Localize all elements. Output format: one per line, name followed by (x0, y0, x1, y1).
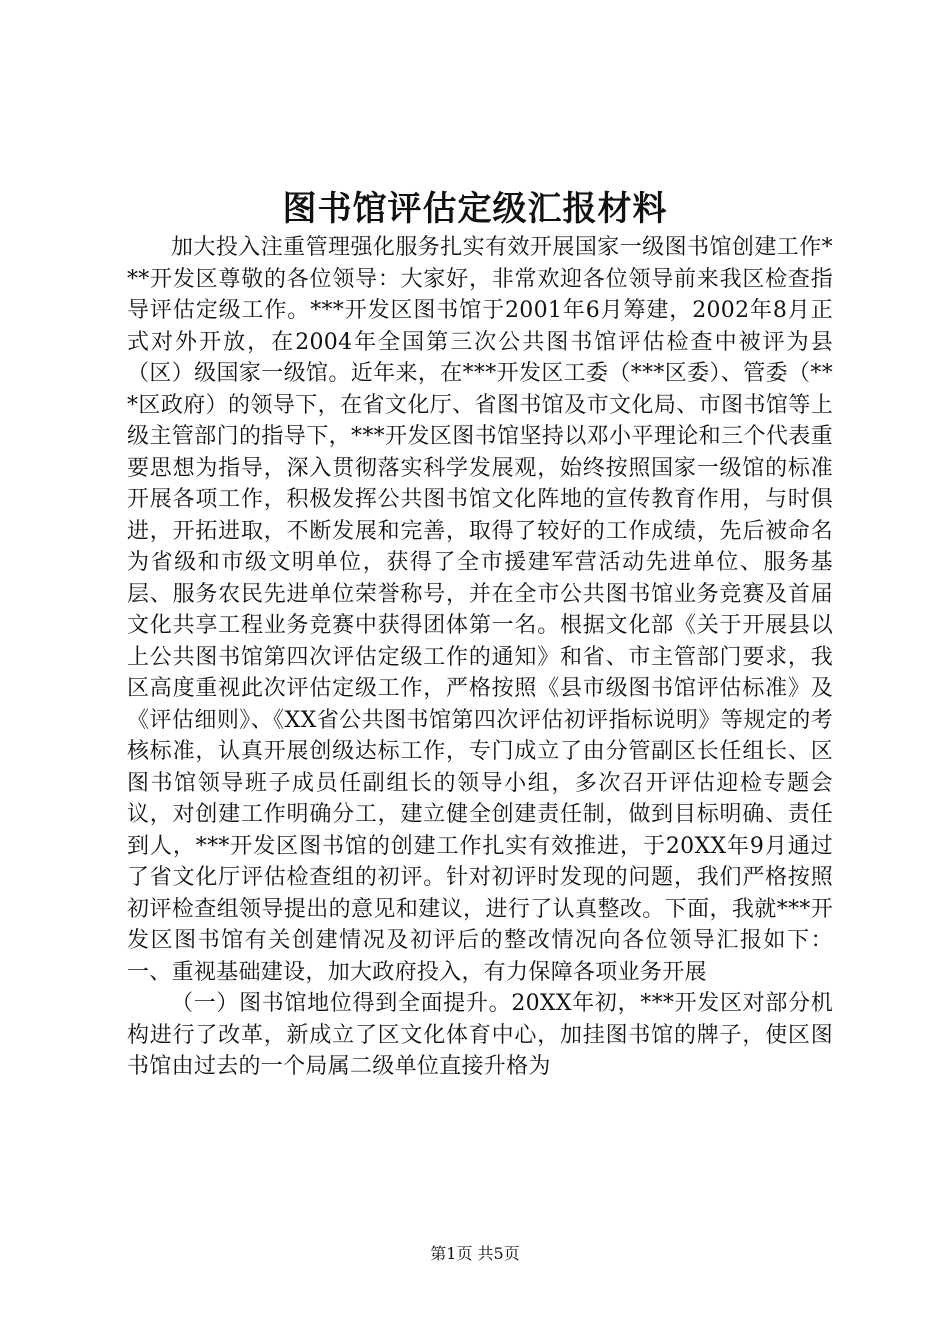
document-body (127, 232, 833, 1083)
page-number-footer: 第1页 共5页 (430, 1244, 520, 1263)
paragraph-2: （一）图书馆地位得到全面提升。20XX年初，***开发区对部分机构进行了改革，新成立了区文化体育中心，加挂图书馆的牌子，使区图书馆由过去的一个局属二级单位直接升格为 (127, 991, 833, 1079)
paragraph-1: 加大投入注重管理强化服务扎实有效开展国家一级图书馆创建工作***开发区尊敬的各位领导：大家好，非常欢迎各位领导前来我区检查指导评估定级工作。***开发区图书馆于2001年6月筹建，2002年8月正式对外开放，在2004年全国第三次公共图书馆评估检查中被评为县（区）级国家一级馆。近年来，在***开发区工委（***区委）、管委（***区政府）的领导下，在省文化厅、省图书馆及市文化局、市图书馆等上级主管部门的指导下，***开发区图书馆坚持以邓小平理论和三个代表重要思想为指导，深入贯彻落实科学发展观，始终按照国家一级馆的标准开展各项工作，积极发挥公共图书馆文化阵地的宣传教育作用，与时俱进，开拓进取，不断发展和完善，取得了较好的工作成绩，先后被命名为省级和市级文明单位，获得了全市援建军营活动先进单位、服务基层、服务农民先进单位荣誉称号，并在全市公共图书馆业务竞赛及首届文化共享工程业务竞赛中获得团体第一名。根据文化部《关于开展县以上公共图书馆第四次评估定级工作的通知》和省、市主管部门要求，我区高度重视此次评估定级工作，严格按照《县市级图书馆评估标准》及《评估细则》、《XX省公共图书馆第四次评估初评指标说明》等规定的考核标准，认真开展创级达标工作，专门成立了由分管副区长任组长、区图书馆领导班子成员任副组长的领导小组，多次召开评估迎检专题会议，对创建工作明确分工，建立健全创建责任制，做到目标明确、责任到人，***开发区图书馆的创建工作扎实有效推进，于20XX年9月通过了省文化厅评估检查组的初评。针对初评时发现的问题，我们严格按照初评检查组领导提出的意见和建议，进行了认真整改。下面，我就***开发区图书馆有关创建情况及初评后的整改情况向各位领导汇报如下：一、重视基础建设，加大政府投入，有力保障各项业务开展 (127, 235, 833, 985)
document-title: 图书馆评估定级汇报材料 (282, 189, 668, 229)
